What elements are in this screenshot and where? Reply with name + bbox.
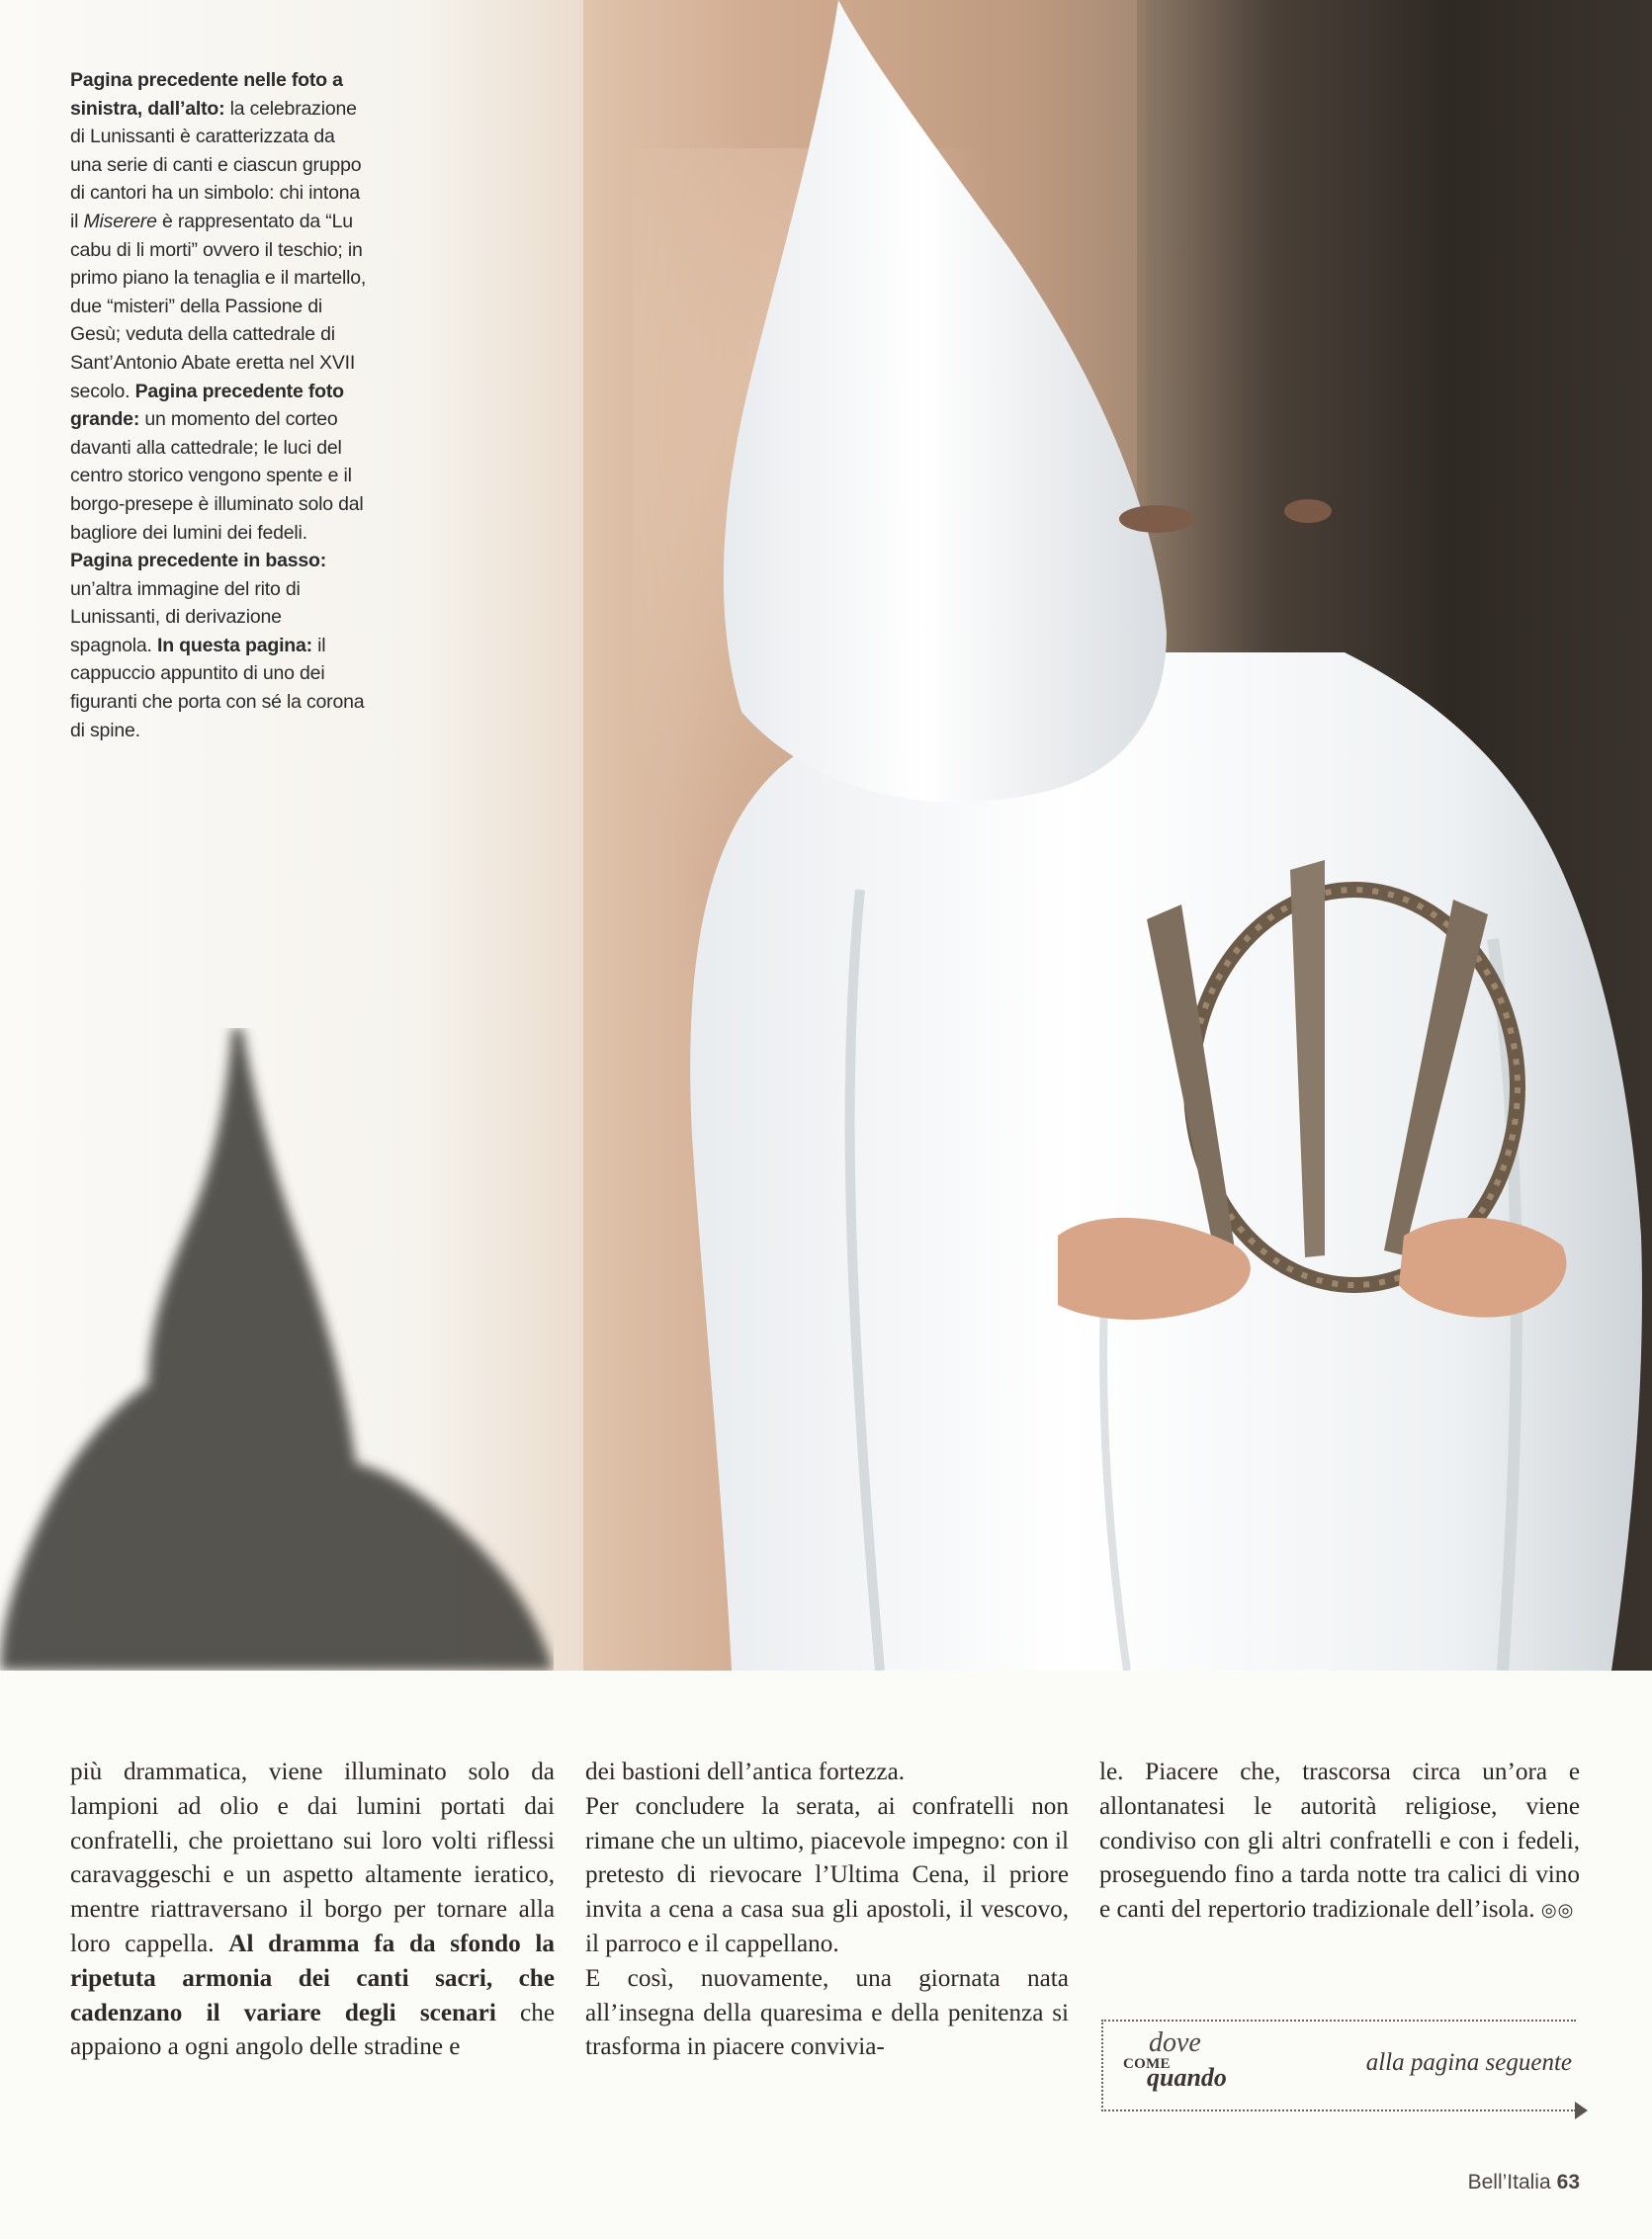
arrow-right-icon bbox=[1575, 2102, 1588, 2119]
caption-lead-prev-bottom: Pagina precedente in basso: bbox=[70, 550, 327, 572]
body-paragraph: E così, nuovamente, una giornata nata all’insegna della quaresima e della penitenza si trasforma in piacere convivia- bbox=[585, 1964, 1069, 2061]
body-text-cont: che appaiono a ogni angolo delle stradine e bbox=[70, 1999, 556, 2061]
magazine-name: Bell’Italia bbox=[1467, 2171, 1551, 2194]
caption-italic-miserere: Miserere bbox=[83, 210, 157, 232]
body-paragraph: dei bastioni dell’antica fortezza. bbox=[585, 1759, 906, 1785]
body-paragraph bbox=[70, 1756, 555, 2065]
body-text: le. Piacere che, trascorsa circa un’ora e allontanatesi le autorità religiose, viene condiviso con gli altri confratelli e con i fedeli, proseguendo fino a tarda notte tra calici di vino e canti del repertorio tradizionale dell’isola. bbox=[1099, 1759, 1580, 1924]
next-page-link[interactable]: alla pagina seguente bbox=[1365, 2049, 1572, 2076]
white-hooded-figure bbox=[633, 0, 1652, 1671]
body-bold-lead: Al dramma fa da sfondo la ripetuta armonia dei canti sacri, che cadenzano il variare degli scenari bbox=[70, 1930, 556, 2026]
caption-text-3: un momento del corteo davanti alla cattedrale; le luci del centro storico vengono spente e il borgo-presepe è illuminato solo dal bagliore dei lumini dei fedeli. bbox=[70, 408, 364, 544]
body-paragraph: Per concludere la serata, ai confratelli non rimane che un ultimo, piacevole impegno: con il pretesto di rievocare l’Ultima Cena, il priore invita a cena a casa sua gli apostoli, il vescovo, il parroco e il cappellano. bbox=[585, 1792, 1069, 1957]
caption-lead-prev-left: Pagina precedente nelle foto a sinistra, dall’alto: bbox=[70, 69, 343, 120]
body-column-2 bbox=[585, 1756, 1069, 2065]
caption-text-1: la celebrazione di Lunissanti è caratterizzata da una serie di canti e ciascun gruppo di cantori ha un simbolo: chi intona il bbox=[70, 97, 362, 232]
body-column-1 bbox=[70, 1756, 555, 2065]
dove-come-quando-link[interactable] bbox=[1101, 2020, 1576, 2111]
dcq-come: COME bbox=[1123, 2056, 1171, 2072]
caption-text-2: è rappresentato da “Lu cabu di li morti” ovvero il teschio; in primo piano la tenaglia e il martello, due “misteri” della Passione di Gesù; veduta della cattedrale di Sant’Antonio Abate eretta nel XVII secolo. bbox=[70, 210, 367, 402]
body-text: più drammatica, viene illuminato solo da lampioni ad olio e dai lumini portati dai confratelli, che proiettano sui loro volti riflessi caravaggeschi e un aspetto altamente ieratico, mentre riattraversano il borgo per tornare alla loro cappella. bbox=[70, 1759, 555, 1957]
caption-text-5: il cappuccio appuntito di uno dei figuranti che porta con sé la corona di spine. bbox=[70, 634, 365, 741]
page-folio bbox=[1468, 2171, 1580, 2195]
photo-caption bbox=[70, 66, 367, 744]
caption-text-4: un’altra immagine del rito di Lunissanti, di derivazione spagnola. bbox=[70, 577, 301, 656]
caption-lead-this-page: In questa pagina: bbox=[157, 634, 312, 656]
dotted-rule-top bbox=[1101, 2020, 1576, 2022]
dotted-rule-bottom bbox=[1101, 2110, 1576, 2111]
page-number: 63 bbox=[1556, 2171, 1580, 2194]
body-paragraph bbox=[1099, 1756, 1580, 1928]
dotted-rule-left bbox=[1101, 2020, 1103, 2111]
caption-lead-prev-large: Pagina precedente foto grande: bbox=[70, 380, 344, 431]
body-column-3 bbox=[1099, 1756, 1580, 1928]
dcq-quando: quando bbox=[1147, 2063, 1227, 2092]
end-mark-icon: ◎◎ bbox=[1540, 1900, 1575, 1921]
dcq-dove: dove bbox=[1149, 2027, 1201, 2058]
hood-shadow bbox=[0, 1028, 554, 1671]
